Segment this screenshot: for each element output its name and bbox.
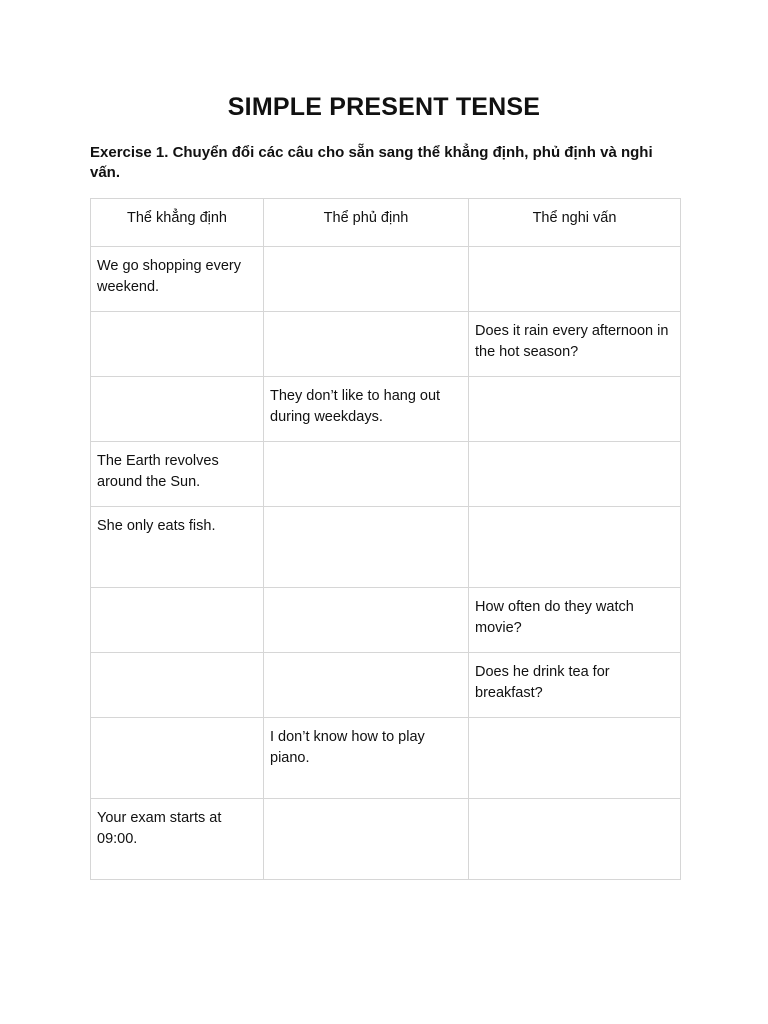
table-row [91, 799, 681, 880]
cell-affirmative: Your exam starts at 09:00. [91, 799, 264, 880]
table-row [91, 718, 681, 799]
cell-affirmative: She only eats fish. [91, 507, 264, 588]
cell-negative [264, 247, 469, 312]
table-row [91, 442, 681, 507]
cell-affirmative [91, 312, 264, 377]
cell-affirmative [91, 377, 264, 442]
cell-affirmative [91, 588, 264, 653]
cell-negative [264, 312, 469, 377]
cell-negative [264, 799, 469, 880]
table-row [91, 588, 681, 653]
cell-affirmative: We go shopping every weekend. [91, 247, 264, 312]
cell-negative [264, 442, 469, 507]
header-interrogative: Thể nghi vấn [469, 199, 681, 247]
cell-interrogative [469, 507, 681, 588]
cell-interrogative: How often do they watch movie? [469, 588, 681, 653]
cell-interrogative [469, 247, 681, 312]
cell-negative: I don’t know how to play piano. [264, 718, 469, 799]
table-row [91, 377, 681, 442]
cell-interrogative [469, 799, 681, 880]
header-negative: Thể phủ định [264, 199, 469, 247]
cell-negative [264, 653, 469, 718]
cell-affirmative [91, 653, 264, 718]
cell-negative [264, 507, 469, 588]
table-row [91, 507, 681, 588]
table-row [91, 653, 681, 718]
cell-interrogative: Does he drink tea for breakfast? [469, 653, 681, 718]
header-affirmative: Thể khẳng định [91, 199, 264, 247]
cell-interrogative [469, 377, 681, 442]
cell-affirmative: The Earth revolves around the Sun. [91, 442, 264, 507]
table-header-row [91, 199, 681, 247]
page-title: SIMPLE PRESENT TENSE [227, 93, 541, 121]
cell-interrogative [469, 442, 681, 507]
cell-interrogative: Does it rain every afternoon in the hot season? [469, 312, 681, 377]
cell-negative: They don’t like to hang out during weekdays. [264, 377, 469, 442]
cell-interrogative [469, 718, 681, 799]
exercise-table [90, 198, 681, 880]
cell-negative [264, 588, 469, 653]
cell-affirmative [91, 718, 264, 799]
table-row [91, 312, 681, 377]
table-row [91, 247, 681, 312]
exercise-heading: Exercise 1. Chuyển đổi các câu cho sẵn sang thể khẳng định, phủ định và nghi vấn. [90, 144, 653, 181]
